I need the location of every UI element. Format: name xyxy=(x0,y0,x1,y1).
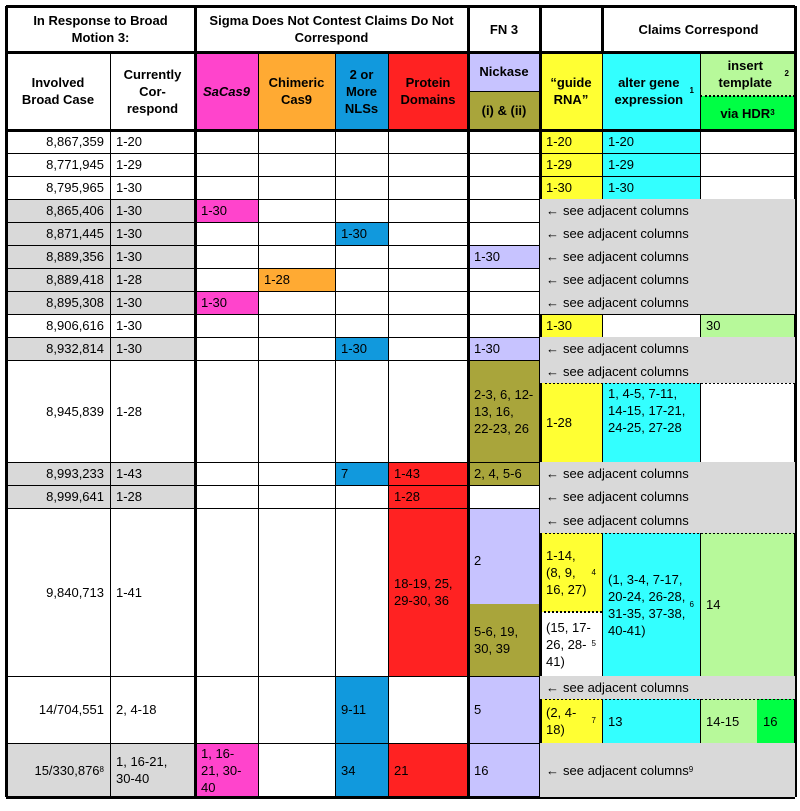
nickase-cell xyxy=(468,743,540,797)
guide-cell-text: 1-30 xyxy=(546,180,573,195)
nickase-cell-text: 2, 4, 5-6 xyxy=(474,466,522,481)
header-claims-correspond-text: Claims Correspond xyxy=(638,21,759,37)
protein-cell-text: 1-43 xyxy=(394,466,421,481)
nickase-cell-text: 1-30 xyxy=(474,249,501,264)
header-hdr: via HDR 3 xyxy=(700,96,795,130)
nickase-cell xyxy=(468,314,540,337)
rule xyxy=(6,176,795,177)
alter-cell xyxy=(602,153,700,176)
header-nickase xyxy=(468,52,540,91)
currently-correspond xyxy=(110,462,195,485)
rule xyxy=(5,6,8,797)
case-number-text: 8,932,814 xyxy=(46,341,104,356)
case-number-text: 15/330,876 xyxy=(34,762,100,778)
alter-cell-text: 1-20 xyxy=(608,134,635,149)
currently-correspond xyxy=(110,314,195,337)
rule xyxy=(6,51,795,54)
guide-cell-text: 1-29 xyxy=(546,157,573,172)
nickase-cell xyxy=(468,268,540,291)
nls-cell xyxy=(335,153,388,176)
header-protein-text: Protein Domains xyxy=(400,75,456,107)
protein-cell xyxy=(388,485,468,508)
currently-correspond xyxy=(110,743,195,797)
guide-cell xyxy=(540,153,602,176)
nickase-cell xyxy=(468,337,540,360)
chimeric-cell xyxy=(258,485,335,508)
chimeric-cell xyxy=(258,176,335,199)
header-involved-case-text: Involved Broad Case xyxy=(21,75,95,107)
see-adjacent-text: see adjacent columns xyxy=(563,513,689,528)
case-number xyxy=(6,314,110,337)
sacas9-cell xyxy=(195,462,258,485)
case-number xyxy=(6,508,110,676)
sacas9-cell-text: 1-30 xyxy=(201,203,228,218)
header-alter: alter gene expression 1 xyxy=(602,52,700,130)
nls-cell xyxy=(335,176,388,199)
chimeric-cell xyxy=(258,245,335,268)
guide-cell-text: 1-30 xyxy=(546,318,573,333)
guide-cell xyxy=(540,383,602,462)
rule xyxy=(335,52,336,130)
see-adjacent-row-12 xyxy=(540,485,795,508)
insert-cell xyxy=(700,533,795,676)
case-number-text: 9,840,713 xyxy=(46,584,104,600)
guide-cell: (2, 4-18) 7 xyxy=(540,699,602,743)
currently-correspond-text: 1-20 xyxy=(116,134,143,149)
header-guide-rna xyxy=(540,52,602,130)
guide-cell-text: 1-28 xyxy=(546,415,573,430)
rule xyxy=(110,52,111,130)
protein-cell xyxy=(388,508,468,676)
currently-correspond-text: 1-28 xyxy=(116,489,143,504)
currently-correspond-text: 1-29 xyxy=(116,157,143,172)
nickase-cell xyxy=(468,360,540,462)
header-hdr-text: via HDR xyxy=(720,105,771,121)
left-arrow-icon: ← xyxy=(546,341,559,356)
nls-cell xyxy=(335,360,388,462)
currently-correspond-text: 1-30 xyxy=(116,249,143,264)
currently-correspond xyxy=(110,153,195,176)
case-number xyxy=(6,130,110,153)
currently-correspond-text: 1-28 xyxy=(116,272,143,287)
nls-cell xyxy=(335,314,388,337)
guide-cell-a-text: 1-14, (8, 9, 16, 27) xyxy=(546,548,587,597)
currently-correspond-text: 1-28 xyxy=(116,403,143,419)
sacas9-cell-text: 1, 16-21, 30-40 xyxy=(201,746,242,795)
see-adjacent-row-13 xyxy=(540,508,795,533)
protein-cell-text: 18-19, 25, 29-30, 36 xyxy=(394,576,453,608)
alter-cell-text: 13 xyxy=(608,713,623,729)
header-sigma-text: Sigma Does Not Contest Claims Do Not Correspond xyxy=(209,13,454,45)
alter-cell xyxy=(602,130,700,153)
chimeric-cell xyxy=(258,314,335,337)
see-adjacent-row-5 xyxy=(540,245,795,268)
rule xyxy=(468,91,540,92)
see-adjacent-row-7 xyxy=(540,291,795,314)
sacas9-cell xyxy=(195,508,258,676)
see-adjacent-text: see adjacent columns xyxy=(563,249,689,264)
protein-cell-text: 1-28 xyxy=(394,489,421,504)
protein-cell xyxy=(388,268,468,291)
header-fn3 xyxy=(468,6,540,52)
see-adjacent-text: see adjacent columns xyxy=(563,489,689,504)
header-guide-rna-text: “guide RNA” xyxy=(550,75,592,107)
header-nickase-text: Nickase xyxy=(479,64,529,79)
nls-cell xyxy=(335,291,388,314)
guide-cell-a: 1-14, (8, 9, 16, 27) 4 xyxy=(540,533,602,612)
nickase-cell xyxy=(468,176,540,199)
case-number-text: 14/704,551 xyxy=(38,702,104,717)
case-number xyxy=(6,291,110,314)
rule xyxy=(258,52,259,130)
see-adjacent-text: see adjacent columns xyxy=(563,226,689,241)
insert-cell xyxy=(700,699,757,743)
nls-cell xyxy=(335,485,388,508)
protein-cell xyxy=(388,743,468,797)
alter-cell-text: 1-29 xyxy=(608,157,635,172)
see-adjacent-text: see adjacent columns xyxy=(563,272,689,287)
header-nls xyxy=(335,52,388,130)
case-number xyxy=(6,360,110,462)
case-number xyxy=(6,245,110,268)
currently-correspond xyxy=(110,176,195,199)
alter-cell xyxy=(602,699,700,743)
nickase-cell-b-text: 5-6, 19, 30, 39 xyxy=(474,624,519,656)
chimeric-cell xyxy=(258,291,335,314)
currently-correspond-text: 1-30 xyxy=(116,295,143,310)
case-number xyxy=(6,462,110,485)
nickase-cell xyxy=(468,485,540,508)
case-number xyxy=(6,199,110,222)
protein-cell xyxy=(388,314,468,337)
currently-correspond-text: 1-43 xyxy=(116,466,143,481)
nickase-cell-a-text: 2 xyxy=(474,553,482,568)
chimeric-cell xyxy=(258,222,335,245)
insert-cell xyxy=(700,153,795,176)
case-number-text: 8,867,359 xyxy=(46,134,104,149)
sacas9-cell xyxy=(195,291,258,314)
see-adjacent-text: see adjacent columns xyxy=(563,341,689,356)
nls-cell xyxy=(335,462,388,485)
guide-cell xyxy=(540,314,602,337)
see-adjacent-row-15: ← see adjacent columns 9 xyxy=(540,743,795,797)
sacas9-cell xyxy=(195,176,258,199)
see-adjacent-row-14 xyxy=(540,676,795,699)
nickase-cell-text: 1-30 xyxy=(474,341,501,356)
hdr-cell xyxy=(757,699,795,743)
chimeric-cell xyxy=(258,153,335,176)
header-currently xyxy=(110,52,195,130)
guide-cell-b: (15, 17-26, 28-41) 5 xyxy=(546,619,596,669)
sacas9-cell xyxy=(195,153,258,176)
sacas9-cell xyxy=(195,337,258,360)
left-arrow-icon: ← xyxy=(546,489,559,504)
chimeric-cell xyxy=(258,508,335,676)
rule xyxy=(601,6,604,52)
header-protein xyxy=(388,52,468,130)
see-adjacent-row-11 xyxy=(540,462,795,485)
guide-cell xyxy=(540,130,602,153)
header-sacas9 xyxy=(195,52,258,130)
left-arrow-icon: ← xyxy=(546,272,559,287)
currently-correspond-text: 1-30 xyxy=(116,180,143,195)
currently-correspond xyxy=(110,291,195,314)
alter-cell xyxy=(602,176,700,199)
nls-cell xyxy=(335,245,388,268)
rule xyxy=(602,52,603,130)
currently-correspond xyxy=(110,360,195,462)
case-number-text: 8,889,356 xyxy=(46,249,104,264)
currently-correspond xyxy=(110,130,195,153)
case-number-text: 8,865,406 xyxy=(46,203,104,218)
alter-cell: (1, 3-4, 7-17, 20-24, 26-28, 31-35, 37-38, 40-41) 6 xyxy=(602,533,700,676)
currently-correspond xyxy=(110,245,195,268)
currently-correspond-text: 1-30 xyxy=(116,318,143,333)
header-alter-text: alter gene expression xyxy=(614,75,684,107)
rule xyxy=(194,6,197,797)
left-arrow-icon: ← xyxy=(546,466,559,481)
left-arrow-icon: ← xyxy=(546,203,559,218)
alter-cell-text: 1-30 xyxy=(608,180,635,195)
guide-cell-text: 1-20 xyxy=(546,134,573,149)
header-claims-correspond xyxy=(602,6,795,52)
currently-correspond xyxy=(110,508,195,676)
left-arrow-icon: ← xyxy=(546,295,559,310)
see-adjacent-text: see adjacent columns xyxy=(563,203,689,218)
chimeric-cell-text: 1-28 xyxy=(264,272,291,287)
guide-cell xyxy=(540,176,602,199)
sacas9-cell xyxy=(195,676,258,743)
sacas9-cell xyxy=(195,360,258,462)
case-number xyxy=(6,153,110,176)
case-number-text: 8,771,945 xyxy=(46,157,104,172)
rule xyxy=(335,130,336,797)
nls-cell-text: 9-11 xyxy=(341,702,367,717)
protein-cell xyxy=(388,222,468,245)
nls-cell xyxy=(335,508,388,676)
sacas9-cell-text: 1-30 xyxy=(201,295,228,310)
currently-correspond xyxy=(110,337,195,360)
rule xyxy=(6,153,795,154)
see-adjacent-text: see adjacent columns xyxy=(563,762,689,778)
case-number xyxy=(6,268,110,291)
chimeric-cell xyxy=(258,743,335,797)
nickase-cell-text: 16 xyxy=(474,762,489,778)
chimeric-cell xyxy=(258,337,335,360)
protein-cell xyxy=(388,153,468,176)
sacas9-cell xyxy=(195,743,258,797)
insert-cell xyxy=(700,130,795,153)
nickase-cell-text: 2-3, 6, 12-13, 16, 22-23, 26 xyxy=(474,386,534,436)
insert-cell-text: 14 xyxy=(706,597,721,612)
case-number-text: 8,795,965 xyxy=(46,180,104,195)
protein-cell xyxy=(388,130,468,153)
nickase-cell xyxy=(468,245,540,268)
insert-cell-text: 30 xyxy=(706,318,721,333)
header-response-motion-text: In Response to Broad Motion 3: xyxy=(33,13,168,45)
dotted-rule xyxy=(540,611,602,613)
nls-cell-text: 7 xyxy=(341,466,349,481)
header-response-motion xyxy=(6,6,195,52)
currently-correspond xyxy=(110,268,195,291)
left-arrow-icon: ← xyxy=(546,762,559,778)
case-number-text: 8,906,616 xyxy=(46,318,104,333)
sacas9-cell xyxy=(195,314,258,337)
insert-cell xyxy=(700,314,795,337)
left-arrow-icon: ← xyxy=(546,680,559,695)
left-arrow-icon: ← xyxy=(546,249,559,264)
see-adjacent-text: see adjacent columns xyxy=(563,295,689,310)
chimeric-cell xyxy=(258,360,335,462)
protein-cell xyxy=(388,199,468,222)
header-sigma xyxy=(195,6,468,52)
currently-correspond-text: 1-30 xyxy=(116,226,143,241)
rule xyxy=(6,129,795,132)
header-chimeric-text: Chimeric Cas9 xyxy=(268,75,325,107)
nls-cell xyxy=(335,222,388,245)
rule xyxy=(388,130,389,797)
dotted-rule xyxy=(700,95,795,97)
sacas9-cell xyxy=(195,222,258,245)
header-nls-text: 2 or More NLSs xyxy=(344,66,379,116)
header-sacas9-text: SaCas9 xyxy=(203,83,250,99)
nickase-cell xyxy=(468,222,540,245)
alter-cell xyxy=(602,383,700,462)
protein-cell xyxy=(388,462,468,485)
case-number-text: 8,999,641 xyxy=(46,489,104,504)
nickase-cell-b xyxy=(468,604,540,676)
rule xyxy=(700,52,701,130)
hdr-cell-text: 16 xyxy=(763,713,778,729)
see-adjacent-text: see adjacent columns xyxy=(563,364,689,379)
see-adjacent-text: see adjacent columns xyxy=(563,680,689,695)
case-number: 15/330,876 8 xyxy=(6,743,110,797)
protein-cell xyxy=(388,337,468,360)
chimeric-cell xyxy=(258,676,335,743)
protein-cell xyxy=(388,676,468,743)
header-chimeric xyxy=(258,52,335,130)
case-number-text: 8,945,839 xyxy=(46,403,104,419)
nickase-cell xyxy=(468,291,540,314)
rule xyxy=(467,6,470,797)
insert-cell xyxy=(700,176,795,199)
sacas9-cell xyxy=(195,485,258,508)
nls-cell xyxy=(335,130,388,153)
case-number xyxy=(6,222,110,245)
currently-correspond xyxy=(110,222,195,245)
see-adjacent-row-10 xyxy=(540,360,795,383)
alter-cell xyxy=(602,314,700,337)
left-arrow-icon: ← xyxy=(546,226,559,241)
see-adjacent-row-3 xyxy=(540,199,795,222)
nls-cell xyxy=(335,676,388,743)
protein-cell xyxy=(388,360,468,462)
protein-cell xyxy=(388,291,468,314)
protein-cell xyxy=(388,176,468,199)
currently-correspond-text: 1-41 xyxy=(116,584,143,600)
header-fn3-text: FN 3 xyxy=(489,21,519,37)
currently-correspond-text: 1, 16-21, 30-40 xyxy=(116,754,168,786)
currently-correspond xyxy=(110,485,195,508)
sacas9-cell xyxy=(195,245,258,268)
see-adjacent-row-6 xyxy=(540,268,795,291)
nls-cell xyxy=(335,268,388,291)
case-number-text: 8,889,418 xyxy=(46,272,104,287)
sacas9-cell xyxy=(195,199,258,222)
sacas9-cell xyxy=(195,130,258,153)
nickase-cell xyxy=(468,462,540,485)
currently-correspond xyxy=(110,199,195,222)
case-number xyxy=(6,337,110,360)
nickase-cell xyxy=(468,199,540,222)
guide-cell-text: (2, 4-18) xyxy=(546,705,577,737)
header-nickase-sub-text: (i) & (ii) xyxy=(481,103,527,118)
rule xyxy=(110,130,111,797)
sacas9-cell xyxy=(195,268,258,291)
rule xyxy=(258,130,259,797)
see-adjacent-row-9 xyxy=(540,337,795,360)
guide-cell-b-text: (15, 17-26, 28-41) xyxy=(546,619,591,669)
nls-cell xyxy=(335,337,388,360)
case-number xyxy=(6,676,110,743)
nls-cell-text: 1-30 xyxy=(341,341,368,356)
currently-correspond-text: 2, 4-18 xyxy=(116,702,157,717)
nls-cell-text: 1-30 xyxy=(341,226,368,241)
currently-correspond-text: 1-30 xyxy=(116,203,143,218)
left-arrow-icon: ← xyxy=(546,513,559,528)
currently-correspond-text: 1-30 xyxy=(116,341,143,356)
protein-cell xyxy=(388,245,468,268)
rule xyxy=(6,5,795,8)
case-number-text: 8,871,445 xyxy=(46,226,104,241)
insert-cell xyxy=(700,383,795,462)
see-adjacent-text: see adjacent columns xyxy=(563,466,689,481)
case-number xyxy=(6,485,110,508)
insert-cell-text: 14-15 xyxy=(706,713,740,729)
protein-cell-text: 21 xyxy=(394,762,409,778)
alter-cell-text: (1, 3-4, 7-17, 20-24, 26-28, 31-35, 37-38, 40-41) xyxy=(608,571,686,638)
nickase-cell-a xyxy=(468,508,540,604)
case-number-text: 8,993,233 xyxy=(46,466,104,481)
chimeric-cell xyxy=(258,130,335,153)
chimeric-cell xyxy=(258,199,335,222)
rule xyxy=(388,52,389,130)
chimeric-cell xyxy=(258,268,335,291)
nls-cell xyxy=(335,199,388,222)
header-involved-case xyxy=(6,52,110,130)
header-insert: insert template 2 xyxy=(700,52,795,96)
currently-correspond xyxy=(110,676,195,743)
case-number-text: 8,895,308 xyxy=(46,295,104,310)
nls-cell xyxy=(335,743,388,797)
header-insert-text: insert template xyxy=(718,58,772,90)
header-currently-text: Currently Cor-respond xyxy=(123,66,182,116)
nickase-cell-text: 5 xyxy=(474,702,482,717)
nickase-cell xyxy=(468,130,540,153)
case-number xyxy=(6,176,110,199)
alter-cell-text: 1, 4-5, 7-11, 14-15, 17-21, 24-25, 27-28 xyxy=(608,386,686,435)
nickase-cell xyxy=(468,153,540,176)
header-nickase-sub xyxy=(468,91,540,130)
nickase-cell xyxy=(468,676,540,743)
nls-cell-text: 34 xyxy=(341,762,356,778)
left-arrow-icon: ← xyxy=(546,364,559,379)
chimeric-cell xyxy=(258,462,335,485)
see-adjacent-row-4 xyxy=(540,222,795,245)
